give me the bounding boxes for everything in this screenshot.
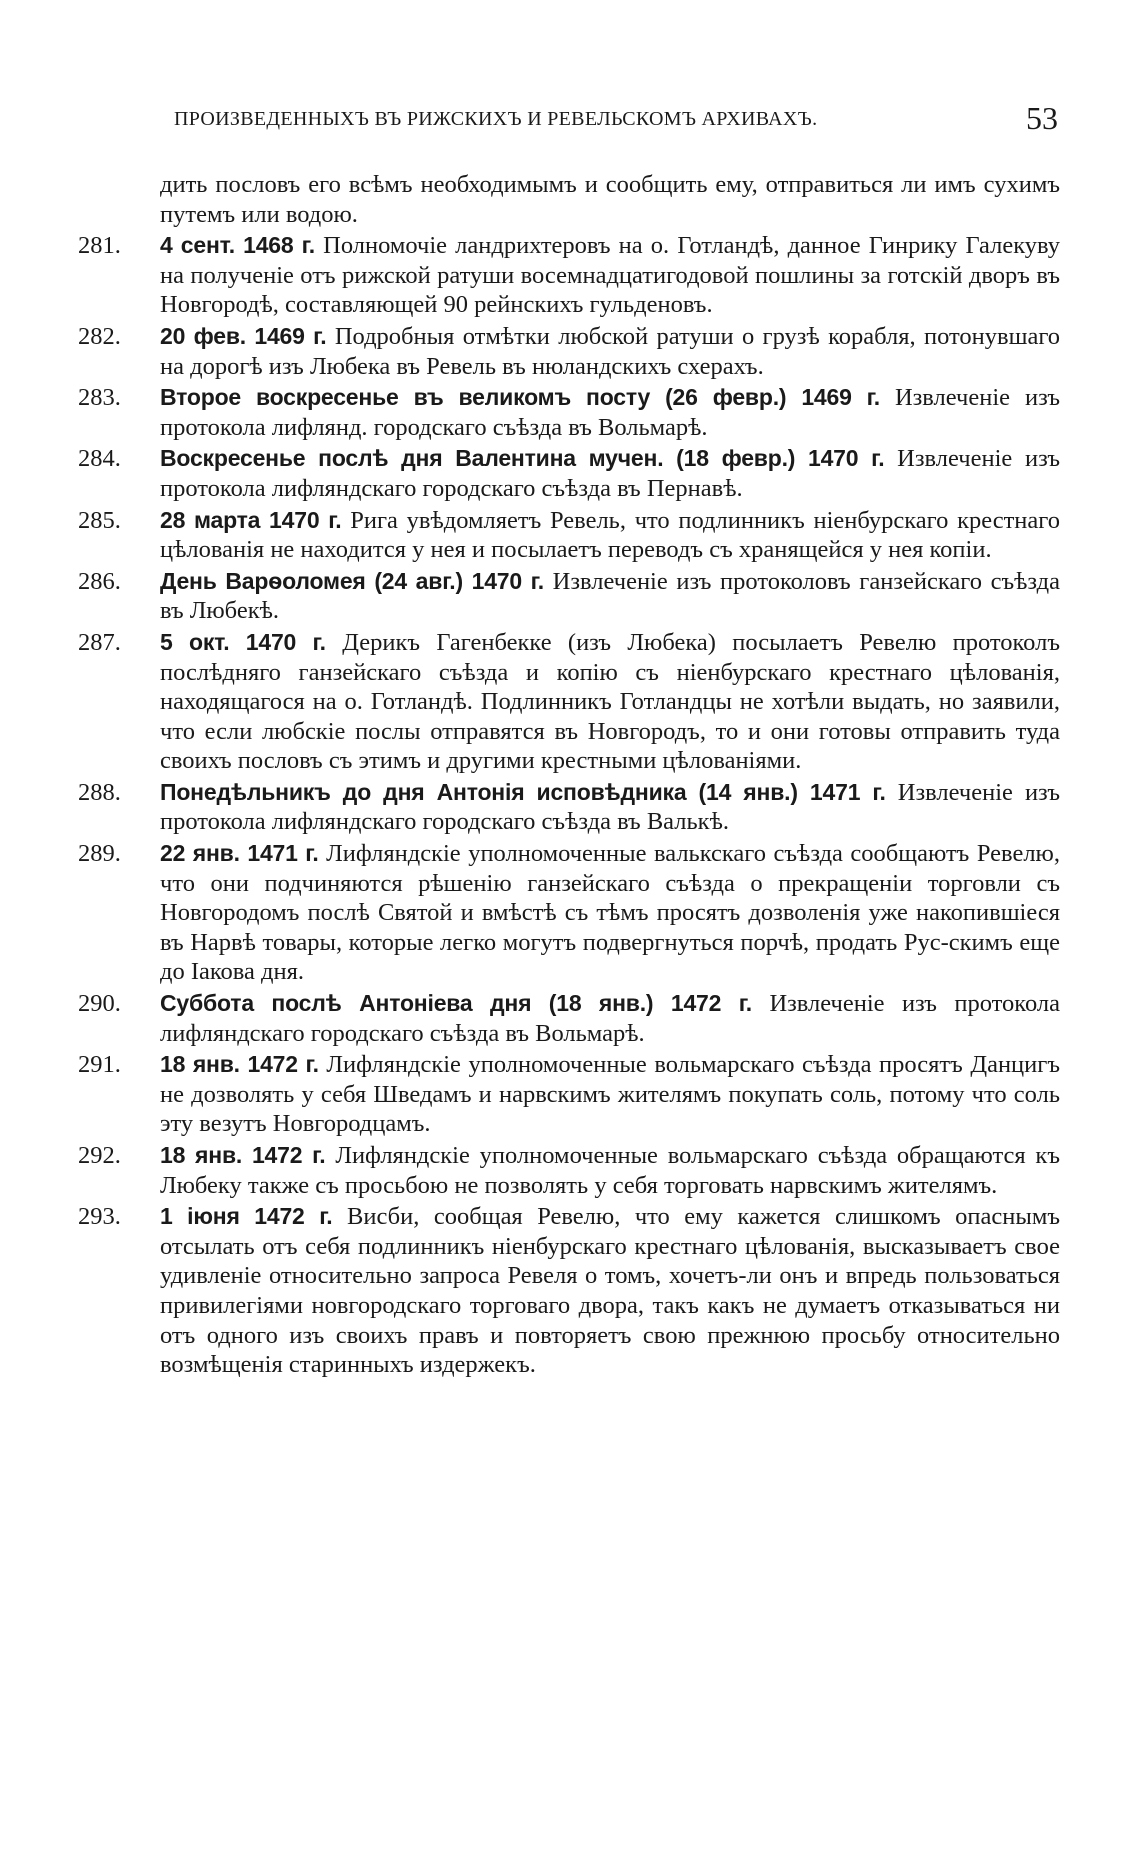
entry-text: Рига увѣдомляетъ Ревель, что подлинникъ ніенбурскаго крестнаго цѣлованія не находится у нея и посылаетъ переводъ съ хранящейся у нея копіи. [160,506,1060,564]
entry-date: 18 янв. 1472 г. [160,1142,336,1168]
entry-283 [78,383,1060,442]
entry-number: 293. [78,1203,121,1231]
entry-number: 290. [78,990,121,1018]
entry-291 [78,1050,1060,1139]
entry-289 [78,839,1060,987]
entry-293 [78,1202,1060,1380]
entry-282 [78,322,1060,381]
entry-number: 288. [78,778,121,806]
entry-text: Лифляндскіе уполномоченные вольмарскаго съѣзда обращаются къ Любеку также съ просьбою не позволять у себя торговать нарвскимъ жителямъ. [160,1142,1060,1199]
entry-text: Лифляндскіе уполномоченные валькскаго съѣзда сообщаютъ Ревелю, что они подчиняются рѣшенію ганзейскаго съѣзда о прекращеніи торговли съ Новгородомъ послѣ Святой и вмѣстѣ съ тѣмъ просятъ дозволенія уже накопившіеся въ Нарвѣ товары, которые легко могутъ подвергнуться порчѣ, продать Рус-скимъ еще до Іакова дня. [160,840,1060,986]
entry-number: 281. [78,232,121,260]
page-number: 53 [1026,100,1058,136]
entry-text: Лифляндскіе уполномоченные вольмарскаго съѣзда просятъ Данцигъ не дозволять у себя Шведамъ и нарвскимъ жителямъ покупать соль, потому что соль эту везутъ Новгородцамъ. [160,1051,1060,1138]
entry-292 [78,1141,1060,1200]
running-header [170,100,1060,140]
entry-number: 289. [78,840,121,868]
entry-number: 292. [78,1142,121,1169]
entry-number: 282. [78,322,121,350]
entry-date: Воскресенье послѣ дня Валентина мучен. (18 февр.) 1470 г. [160,445,898,472]
entry-text: Полномочіе ландрихтеровъ на о. Готландѣ, данное Гинрику Галекуву на полученіе отъ рижской ратуши восемнадцатигодовой пошлины за готскій дворъ въ Новгородѣ, составляющей 90 рейнскихъ гульденовъ. [160,232,1061,319]
entry-text: Извлеченіе изъ протокола лифлянд. городскаго съѣзда въ Вольмарѣ. [160,384,1060,441]
entry-number: 286. [78,567,121,595]
entry-text: Дерикъ Гагенбекке (изъ Любека) посылаетъ Ревелю протоколъ послѣдняго ганзейскаго съѣзда и копію съ ніенбурскаго крестнаго цѣлованія, находящагося на о. Готландѣ. Подлинникъ Готландцы не хотѣли выдать, но заявили, что если любскіе послы отправятся въ Новгородъ, то и они готовы отправить туда своихъ пословъ съ этимъ и другими крестными цѣлованіями. [160,628,1060,775]
entry-date: Понедѣльникъ до дня Антонія исповѣдника (14 янв.) 1471 г. [160,778,898,805]
entry-288 [78,778,1060,837]
entry-287 [78,628,1060,776]
entry-number: 284. [78,445,121,473]
entry-281 [78,231,1060,320]
continuation-paragraph: дить пословъ его всѣмъ необходимымъ и сообщить ему, отправиться ли имъ сухимъ путемъ или водою. [160,171,1060,228]
entry-number: 291. [78,1051,121,1079]
entry-290 [78,989,1060,1048]
entry-date: Второе воскресенье въ великомъ посту (26 февр.) 1469 г. [160,384,895,411]
running-title: ПРОИЗВЕДЕННЫХЪ ВЪ РИЖСКИХЪ И РЕВЕЛЬСКОМЪ АРХИВАХЪ. [174,108,818,130]
entry-284 [78,444,1060,503]
entry-text: Извлеченіе изъ протокола лифляндскаго городскаго съѣзда въ Вольмарѣ. [160,990,1060,1047]
entry-285 [78,506,1060,565]
entry-date: 20 фев. 1469 г. [160,322,335,349]
entry-date: День Варѳоломея (24 авг.) 1470 г. [160,567,553,594]
document-body [78,170,1060,1380]
entry-number: 287. [78,628,121,656]
entry-date: 1 іюня 1472 г. [160,1203,348,1230]
entry-text: Подробныя отмѣтки любской ратуши о грузѣ корабля, потонувшаго на дорогѣ изъ Любека въ Ревель въ нюландскихъ схерахъ. [160,322,1061,380]
entry-number: 283. [78,384,121,412]
entry-text: Висби, сообщая Ревелю, что ему кажется слишкомъ опаснымъ отсылать отъ себя подлинникъ ніенбурскаго крестнаго цѣлованія, высказываетъ свое удивленіе относительно запроса Ревеля о томъ, хочетъ-ли онъ и впредь пользоваться привилегіями новгородскаго торговаго двора, такъ какъ не думаетъ отказываться ни отъ одного изъ своихъ правъ и повторяетъ свою прежнюю просьбу относительно возмѣщенія старинныхъ издержекъ. [160,1203,1060,1379]
entry-date: 18 янв. 1472 г. [160,1051,327,1078]
entry-text: Извлеченіе изъ протокола лифляндскаго городскаго съѣзда въ Пернавѣ. [160,445,1060,502]
entry-text: Извлеченіе изъ протоколовъ ганзейскаго съѣзда въ Любекѣ. [160,567,1060,625]
entry-date: 4 сент. 1468 г. [160,232,324,259]
entry-number: 285. [78,506,121,534]
entry-date: 5 окт. 1470 г. [160,628,343,655]
entry-date: 28 марта 1470 г. [160,506,351,533]
entry-date: Суббота послѣ Антоніева дня (18 янв.) 1472 г. [160,990,770,1017]
entry-date: 22 янв. 1471 г. [160,840,327,867]
entry-text: Извлеченіе изъ протокола лифляндскаго городскаго съѣзда въ Валькѣ. [160,778,1060,836]
entry-286 [78,567,1060,626]
